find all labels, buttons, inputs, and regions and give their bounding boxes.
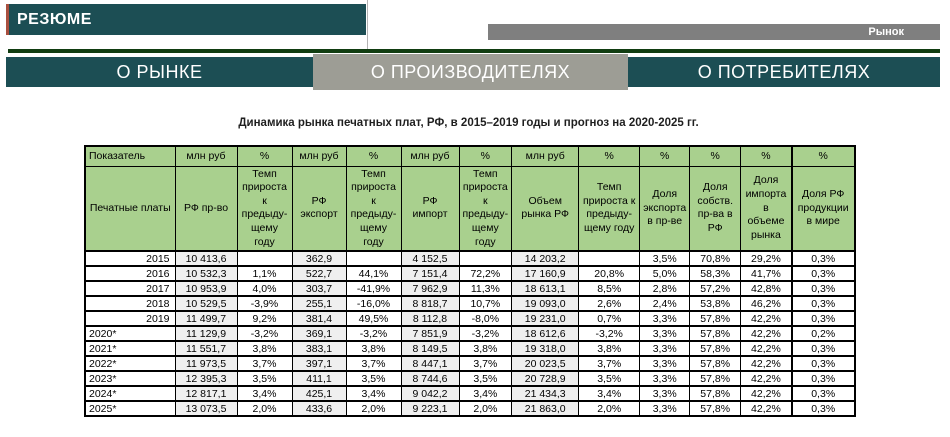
section-badge-label: Рынок bbox=[868, 26, 904, 38]
value-cell: 11 129,9 bbox=[175, 326, 237, 341]
value-cell: -3,2% bbox=[579, 326, 640, 341]
value-cell: 13 073,5 bbox=[175, 401, 237, 416]
value-cell: 57,8% bbox=[690, 401, 741, 416]
value-cell: 3,4% bbox=[346, 386, 401, 401]
table-row bbox=[85, 326, 855, 341]
value-cell: 2,0% bbox=[579, 401, 640, 416]
year-cell: 2020* bbox=[85, 326, 175, 341]
value-cell: 53,8% bbox=[690, 296, 741, 311]
value-cell: 0,7% bbox=[579, 311, 640, 326]
value-cell: 3,5% bbox=[640, 251, 690, 266]
value-cell: 381,4 bbox=[292, 311, 346, 326]
year-cell: 2025* bbox=[85, 401, 175, 416]
value-cell: -3,9% bbox=[237, 296, 292, 311]
tab-about-market[interactable]: О РЫНКЕ bbox=[6, 57, 313, 87]
value-cell: 10 953,9 bbox=[175, 281, 237, 296]
value-cell: 3,7% bbox=[459, 356, 512, 371]
value-cell: 2,4% bbox=[640, 296, 690, 311]
year-cell: 2023* bbox=[85, 371, 175, 386]
value-cell: 0,3% bbox=[792, 266, 855, 281]
value-cell: 8 112,8 bbox=[401, 311, 459, 326]
column-header-cell: Доля РФ продукции в мире bbox=[792, 166, 855, 251]
value-cell: 20,8% bbox=[579, 266, 640, 281]
value-cell: 17 160,9 bbox=[512, 266, 579, 281]
tab-about-consumers[interactable]: О ПОТРЕБИТЕЛЯХ bbox=[628, 57, 940, 87]
year-cell: 2018 bbox=[85, 296, 175, 311]
unit-header-cell: % bbox=[237, 146, 292, 166]
column-header-cell: РФ экспорт bbox=[292, 166, 346, 251]
year-cell: 2024* bbox=[85, 386, 175, 401]
value-cell: 2,6% bbox=[579, 296, 640, 311]
year-cell: 2019 bbox=[85, 311, 175, 326]
value-cell: 3,3% bbox=[640, 371, 690, 386]
value-cell: 10 413,6 bbox=[175, 251, 237, 266]
value-cell bbox=[579, 251, 640, 266]
value-cell: 8 744,6 bbox=[401, 371, 459, 386]
value-cell: -16,0% bbox=[346, 296, 401, 311]
value-cell: -3,2% bbox=[459, 326, 512, 341]
column-header-cell: Доля собств. пр-ва в РФ bbox=[690, 166, 741, 251]
unit-header-cell: % bbox=[640, 146, 690, 166]
value-cell: 3,4% bbox=[579, 386, 640, 401]
value-cell: 14 203,2 bbox=[512, 251, 579, 266]
value-cell: 0,3% bbox=[792, 251, 855, 266]
table-row bbox=[85, 311, 855, 326]
value-cell: -41,9% bbox=[346, 281, 401, 296]
year-cell: 2016 bbox=[85, 266, 175, 281]
value-cell: 4 152,5 bbox=[401, 251, 459, 266]
resume-header bbox=[6, 4, 366, 35]
unit-header-cell: млн руб bbox=[401, 146, 459, 166]
value-cell: -3,2% bbox=[237, 326, 292, 341]
header-divider bbox=[367, 0, 368, 50]
value-cell: 57,8% bbox=[690, 386, 741, 401]
table-row bbox=[85, 281, 855, 296]
unit-header-cell: % bbox=[792, 146, 855, 166]
value-cell: 20 728,9 bbox=[512, 371, 579, 386]
value-cell: 11 499,7 bbox=[175, 311, 237, 326]
value-cell: 44,1% bbox=[346, 266, 401, 281]
value-cell: 3,3% bbox=[640, 356, 690, 371]
value-cell: 8 149,5 bbox=[401, 341, 459, 356]
value-cell: 42,2% bbox=[741, 356, 792, 371]
value-cell: 3,7% bbox=[237, 356, 292, 371]
value-cell: 57,2% bbox=[690, 281, 741, 296]
year-cell: 2015 bbox=[85, 251, 175, 266]
value-cell: 42,2% bbox=[741, 326, 792, 341]
value-cell: 72,2% bbox=[459, 266, 512, 281]
value-cell: 0,3% bbox=[792, 386, 855, 401]
value-cell: 21 863,0 bbox=[512, 401, 579, 416]
column-header-cell: Темп прироста к предыду-щему году bbox=[579, 166, 640, 251]
value-cell: 42,2% bbox=[741, 386, 792, 401]
value-cell: 3,8% bbox=[237, 341, 292, 356]
unit-header-cell: % bbox=[459, 146, 512, 166]
value-cell: 42,2% bbox=[741, 341, 792, 356]
market-dynamics-table bbox=[84, 145, 856, 417]
value-cell: 49,5% bbox=[346, 311, 401, 326]
value-cell: 9 223,1 bbox=[401, 401, 459, 416]
table-row bbox=[85, 371, 855, 386]
unit-header-cell: Показатель bbox=[85, 146, 175, 166]
table-row bbox=[85, 296, 855, 311]
unit-header-cell: % bbox=[741, 146, 792, 166]
value-cell bbox=[459, 251, 512, 266]
value-cell: 522,7 bbox=[292, 266, 346, 281]
value-cell: 57,8% bbox=[690, 341, 741, 356]
unit-header-cell: % bbox=[346, 146, 401, 166]
value-cell: 3,4% bbox=[459, 386, 512, 401]
value-cell: 3,7% bbox=[346, 356, 401, 371]
column-header-cell: Темп прироста к предыду-щему году bbox=[459, 166, 512, 251]
value-cell: 3,3% bbox=[640, 386, 690, 401]
value-cell: 3,3% bbox=[640, 311, 690, 326]
value-cell: 18 612,6 bbox=[512, 326, 579, 341]
value-cell: 3,4% bbox=[237, 386, 292, 401]
value-cell: 0,2% bbox=[792, 326, 855, 341]
unit-header-cell: млн руб bbox=[175, 146, 237, 166]
value-cell: 19 231,0 bbox=[512, 311, 579, 326]
value-cell: -8,0% bbox=[459, 311, 512, 326]
value-cell: 0,3% bbox=[792, 341, 855, 356]
value-cell: 255,1 bbox=[292, 296, 346, 311]
table-body bbox=[85, 251, 855, 416]
table-row bbox=[85, 356, 855, 371]
value-cell: 0,3% bbox=[792, 296, 855, 311]
value-cell: 70,8% bbox=[690, 251, 741, 266]
value-cell: 3,5% bbox=[579, 371, 640, 386]
column-header-cell: Печатные платы bbox=[85, 166, 175, 251]
value-cell: 19 318,0 bbox=[512, 341, 579, 356]
value-cell: 10 532,3 bbox=[175, 266, 237, 281]
value-cell: 11 551,7 bbox=[175, 341, 237, 356]
value-cell: 2,8% bbox=[640, 281, 690, 296]
value-cell: 42,8% bbox=[741, 281, 792, 296]
value-cell: 0,3% bbox=[792, 281, 855, 296]
value-cell: 3,8% bbox=[346, 341, 401, 356]
table-row bbox=[85, 386, 855, 401]
value-cell: 10 529,5 bbox=[175, 296, 237, 311]
unit-header-cell: % bbox=[690, 146, 741, 166]
value-cell bbox=[346, 251, 401, 266]
value-cell: 19 093,0 bbox=[512, 296, 579, 311]
value-cell: 7 151,4 bbox=[401, 266, 459, 281]
value-cell: 20 023,5 bbox=[512, 356, 579, 371]
value-cell: 3,5% bbox=[237, 371, 292, 386]
column-header-cell: Объем рынка РФ bbox=[512, 166, 579, 251]
value-cell: 10,7% bbox=[459, 296, 512, 311]
table-row bbox=[85, 341, 855, 356]
value-cell: 3,3% bbox=[640, 341, 690, 356]
value-cell: 3,7% bbox=[579, 356, 640, 371]
tab-about-producers[interactable]: О ПРОИЗВОДИТЕЛЯХ bbox=[313, 54, 628, 90]
value-cell: 12 395,3 bbox=[175, 371, 237, 386]
value-cell: 11 973,5 bbox=[175, 356, 237, 371]
value-cell: 1,1% bbox=[237, 266, 292, 281]
value-cell: 9,2% bbox=[237, 311, 292, 326]
unit-header-row bbox=[85, 146, 855, 166]
value-cell: 425,1 bbox=[292, 386, 346, 401]
value-cell: 3,8% bbox=[459, 341, 512, 356]
value-cell: 42,2% bbox=[741, 401, 792, 416]
year-cell: 2022* bbox=[85, 356, 175, 371]
value-cell: 3,5% bbox=[346, 371, 401, 386]
year-cell: 2017 bbox=[85, 281, 175, 296]
value-cell: 57,8% bbox=[690, 326, 741, 341]
year-cell: 2021* bbox=[85, 341, 175, 356]
value-cell: 7 851,9 bbox=[401, 326, 459, 341]
value-cell: 397,1 bbox=[292, 356, 346, 371]
value-cell: 2,0% bbox=[346, 401, 401, 416]
value-cell: 41,7% bbox=[741, 266, 792, 281]
unit-header-cell: % bbox=[579, 146, 640, 166]
value-cell: 3,3% bbox=[640, 401, 690, 416]
value-cell: 369,1 bbox=[292, 326, 346, 341]
table-title: Динамика рынка печатных плат, РФ, в 2015–2019 годы и прогноз на 2020-2025 гг. bbox=[238, 117, 699, 129]
value-cell: 2,0% bbox=[459, 401, 512, 416]
value-cell: 0,3% bbox=[792, 311, 855, 326]
value-cell: 8 818,7 bbox=[401, 296, 459, 311]
value-cell: 29,2% bbox=[741, 251, 792, 266]
table-row bbox=[85, 251, 855, 266]
green-rule bbox=[8, 49, 940, 53]
value-cell: 0,3% bbox=[792, 371, 855, 386]
value-cell: 57,8% bbox=[690, 356, 741, 371]
value-cell: 57,8% bbox=[690, 311, 741, 326]
value-cell: 11,3% bbox=[459, 281, 512, 296]
section-badge bbox=[488, 24, 940, 40]
table-row bbox=[85, 266, 855, 281]
resume-label: РЕЗЮМЕ bbox=[17, 10, 92, 28]
value-cell: 3,3% bbox=[640, 326, 690, 341]
column-header-cell: РФ импорт bbox=[401, 166, 459, 251]
value-cell: 303,7 bbox=[292, 281, 346, 296]
value-cell: 383,1 bbox=[292, 341, 346, 356]
value-cell: 2,0% bbox=[237, 401, 292, 416]
value-cell: 433,6 bbox=[292, 401, 346, 416]
value-cell: 57,8% bbox=[690, 371, 741, 386]
value-cell: 3,8% bbox=[579, 341, 640, 356]
column-header-cell: РФ пр-во bbox=[175, 166, 237, 251]
value-cell: 42,2% bbox=[741, 311, 792, 326]
value-cell: 46,2% bbox=[741, 296, 792, 311]
value-cell: 5,0% bbox=[640, 266, 690, 281]
table-row bbox=[85, 401, 855, 416]
value-cell: 0,3% bbox=[792, 401, 855, 416]
value-cell: 7 962,9 bbox=[401, 281, 459, 296]
value-cell: 42,2% bbox=[741, 371, 792, 386]
value-cell: 3,5% bbox=[459, 371, 512, 386]
value-cell: 12 817,1 bbox=[175, 386, 237, 401]
column-header-cell: Доля экспорта в пр-ве bbox=[640, 166, 690, 251]
value-cell: 18 613,1 bbox=[512, 281, 579, 296]
unit-header-cell: млн руб bbox=[512, 146, 579, 166]
value-cell: 4,0% bbox=[237, 281, 292, 296]
table-head bbox=[85, 146, 855, 251]
value-cell: 411,1 bbox=[292, 371, 346, 386]
value-cell bbox=[237, 251, 292, 266]
value-cell: 8 447,1 bbox=[401, 356, 459, 371]
unit-header-cell: млн руб bbox=[292, 146, 346, 166]
column-header-cell: Темп прироста к предыду-щему году bbox=[346, 166, 401, 251]
value-cell: 362,9 bbox=[292, 251, 346, 266]
value-cell: 0,3% bbox=[792, 356, 855, 371]
value-cell: -3,2% bbox=[346, 326, 401, 341]
column-header-cell: Доля импорта в объеме рынка bbox=[741, 166, 792, 251]
column-header-cell: Темп прироста к предыду-щему году bbox=[237, 166, 292, 251]
value-cell: 9 042,2 bbox=[401, 386, 459, 401]
value-cell: 8,5% bbox=[579, 281, 640, 296]
value-cell: 21 434,3 bbox=[512, 386, 579, 401]
value-cell: 58,3% bbox=[690, 266, 741, 281]
column-header-row bbox=[85, 166, 855, 251]
